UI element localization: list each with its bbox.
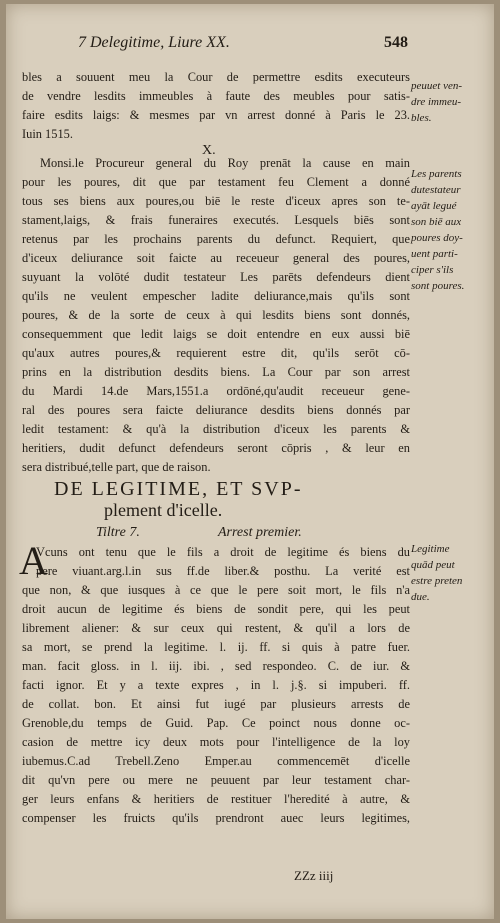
text-line: poures, & de la sorte de ceux à qui lesdits biens sont donnés, — [22, 308, 410, 322]
text-line: du Mardi 14.de Mars,1551.a ordōné,qu'audit receueur gene- — [22, 384, 410, 398]
text-line: suyuant la volōté dudit testateur Les parēts defendeurs dient — [22, 270, 410, 284]
margin-line: poures doy- — [411, 232, 463, 244]
paragraph-2 — [22, 154, 410, 477]
margin-line: Legitime — [411, 543, 450, 555]
paragraph-3 — [22, 543, 410, 828]
text-line: qu'ils ne veulent empescher ladite deliurance,mais qu'ils sont — [22, 289, 410, 303]
text-line: de collat. bon. Et ainsi fut iugé par plusieurs arrests de — [22, 697, 410, 711]
text-line: consequemment que ledit laigs se doit entendre en eux aussi biē — [22, 327, 410, 341]
text-line: compenser les fruicts qu'ils prendront auec leurs legitimes, — [22, 811, 410, 825]
text-line: ral des poures sera faicte deliurance desdits biens donnés par — [22, 403, 410, 417]
title-number: Tiltre 7. — [96, 525, 140, 540]
text-line: stament,laigs, & frais funeraires executés. Lesquels biēs sont — [22, 213, 410, 227]
margin-line: estre preten — [411, 575, 463, 587]
text-line: facti ignor. Et y a texte expres , in l. j.§. si impuberi. ff. — [22, 678, 410, 692]
text-line: iubemus.C.ad Trebell.Zeno Emper.au commencemēt d'icelle — [22, 754, 410, 768]
text-line: ledit testament: & qu'à la distribution d'iceux les parents & — [22, 422, 410, 436]
text-line: Grenoble,du temps de Guid. Pap. Ce poinct nous donne oc- — [22, 716, 410, 730]
margin-line: dutestateur — [411, 184, 461, 196]
text-line: qu'aux autres poures,& requierent estre dit, qu'ils serōt cō- — [22, 346, 410, 360]
text-line: retenus par les prochains parents du defunct. Requiert, que — [22, 232, 410, 246]
text-line: sa mort, se prend la legitime. l. ij. ff. si quis à patre fuer. — [22, 640, 410, 654]
text-line: prins en la distribution desdits biens. La Cour par son arrest — [22, 365, 410, 379]
margin-line: son biē aux — [411, 216, 462, 228]
margin-line: due. — [411, 591, 430, 603]
text-line: Iuin 1515. — [22, 127, 73, 141]
running-head: 7 Delegitime, Liure XX. — [78, 34, 230, 51]
margin-line: sont poures. — [411, 280, 465, 292]
margin-line: bles. — [411, 112, 432, 124]
text-line: tous ses biens aux poures,ou biē le reste d'iceux apres son te- — [22, 194, 410, 208]
text-line: pere viuant.arg.l.in sus ff.de liber.& posthu. La verité est — [36, 564, 410, 578]
margin-line: quād peut — [411, 559, 455, 571]
marginal-note-3 — [411, 541, 491, 605]
text-line: d'iceux deliurance soit faicte au receueur general des poures, — [22, 251, 410, 265]
text-line: sera distribué,telle part, que de raison. — [22, 460, 211, 474]
text-line: Monsi.le Procureur general du Roy prenāt la cause en main — [40, 156, 410, 170]
text-line: heritiers, dudit defunct defendeurs seront cōpris , & leur en — [22, 441, 410, 455]
text-line: Vcuns ont tenu que le fils a droit de legitime és biens du — [36, 545, 410, 559]
chapter-subtitle: plement d'icelle. — [104, 500, 223, 520]
book-page — [6, 4, 494, 919]
text-line: de vendre lesdits immeubles à faute des meubles pour satis- — [22, 89, 410, 103]
text-line: que non, & que iusques à ce que le pere soit mort, le fils n'a — [22, 583, 410, 597]
text-line: droit aucun de legitime és biens de sondit pere, qui les peut — [22, 602, 410, 616]
arrest-heading: Arrest premier. — [218, 525, 302, 540]
margin-line: uent parti- — [411, 248, 458, 260]
text-line: man. facit gloss. in l. iij. ibi. , sed respondeo. C. de iur. & — [22, 659, 410, 673]
text-line: faire esdits laigs: & mesmes par vn arrest donné à Paris le 23. — [22, 108, 410, 122]
text-line: pour les poures, dit que par testament feu Clement a donné — [22, 175, 410, 189]
text-line: dit qu'vn pere ou mere ne peuuent par leur testament char- — [22, 773, 410, 787]
section-number: X. — [202, 143, 216, 158]
paragraph-1 — [22, 68, 410, 144]
marginal-note-2 — [411, 166, 491, 294]
text-line: ger leurs enfans & heritiers de restituer l'heredité à autre, & — [22, 792, 410, 806]
margin-line: peuuet ven- — [411, 80, 462, 92]
chapter-title: DE LEGITIME, ET SVP- — [54, 478, 303, 500]
drop-cap: A — [19, 538, 48, 583]
text-line: librement aliener: & sur ceux qui restent, & qu'il a lors de — [22, 621, 410, 635]
signature-mark: ZZz iiij — [294, 868, 334, 883]
marginal-note-1 — [411, 78, 491, 126]
margin-line: ayāt legué — [411, 200, 457, 212]
margin-line: Les parents — [411, 168, 462, 180]
page-number: 548 — [384, 34, 408, 51]
margin-line: dre immeu- — [411, 96, 461, 108]
text-line: casion de mettre icy deux mots pour l'intelligence de la loy — [22, 735, 410, 749]
margin-line: ciper s'ils — [411, 264, 454, 276]
text-line: bles a souuent meu la Cour de permettre esdits executeurs — [22, 70, 410, 84]
